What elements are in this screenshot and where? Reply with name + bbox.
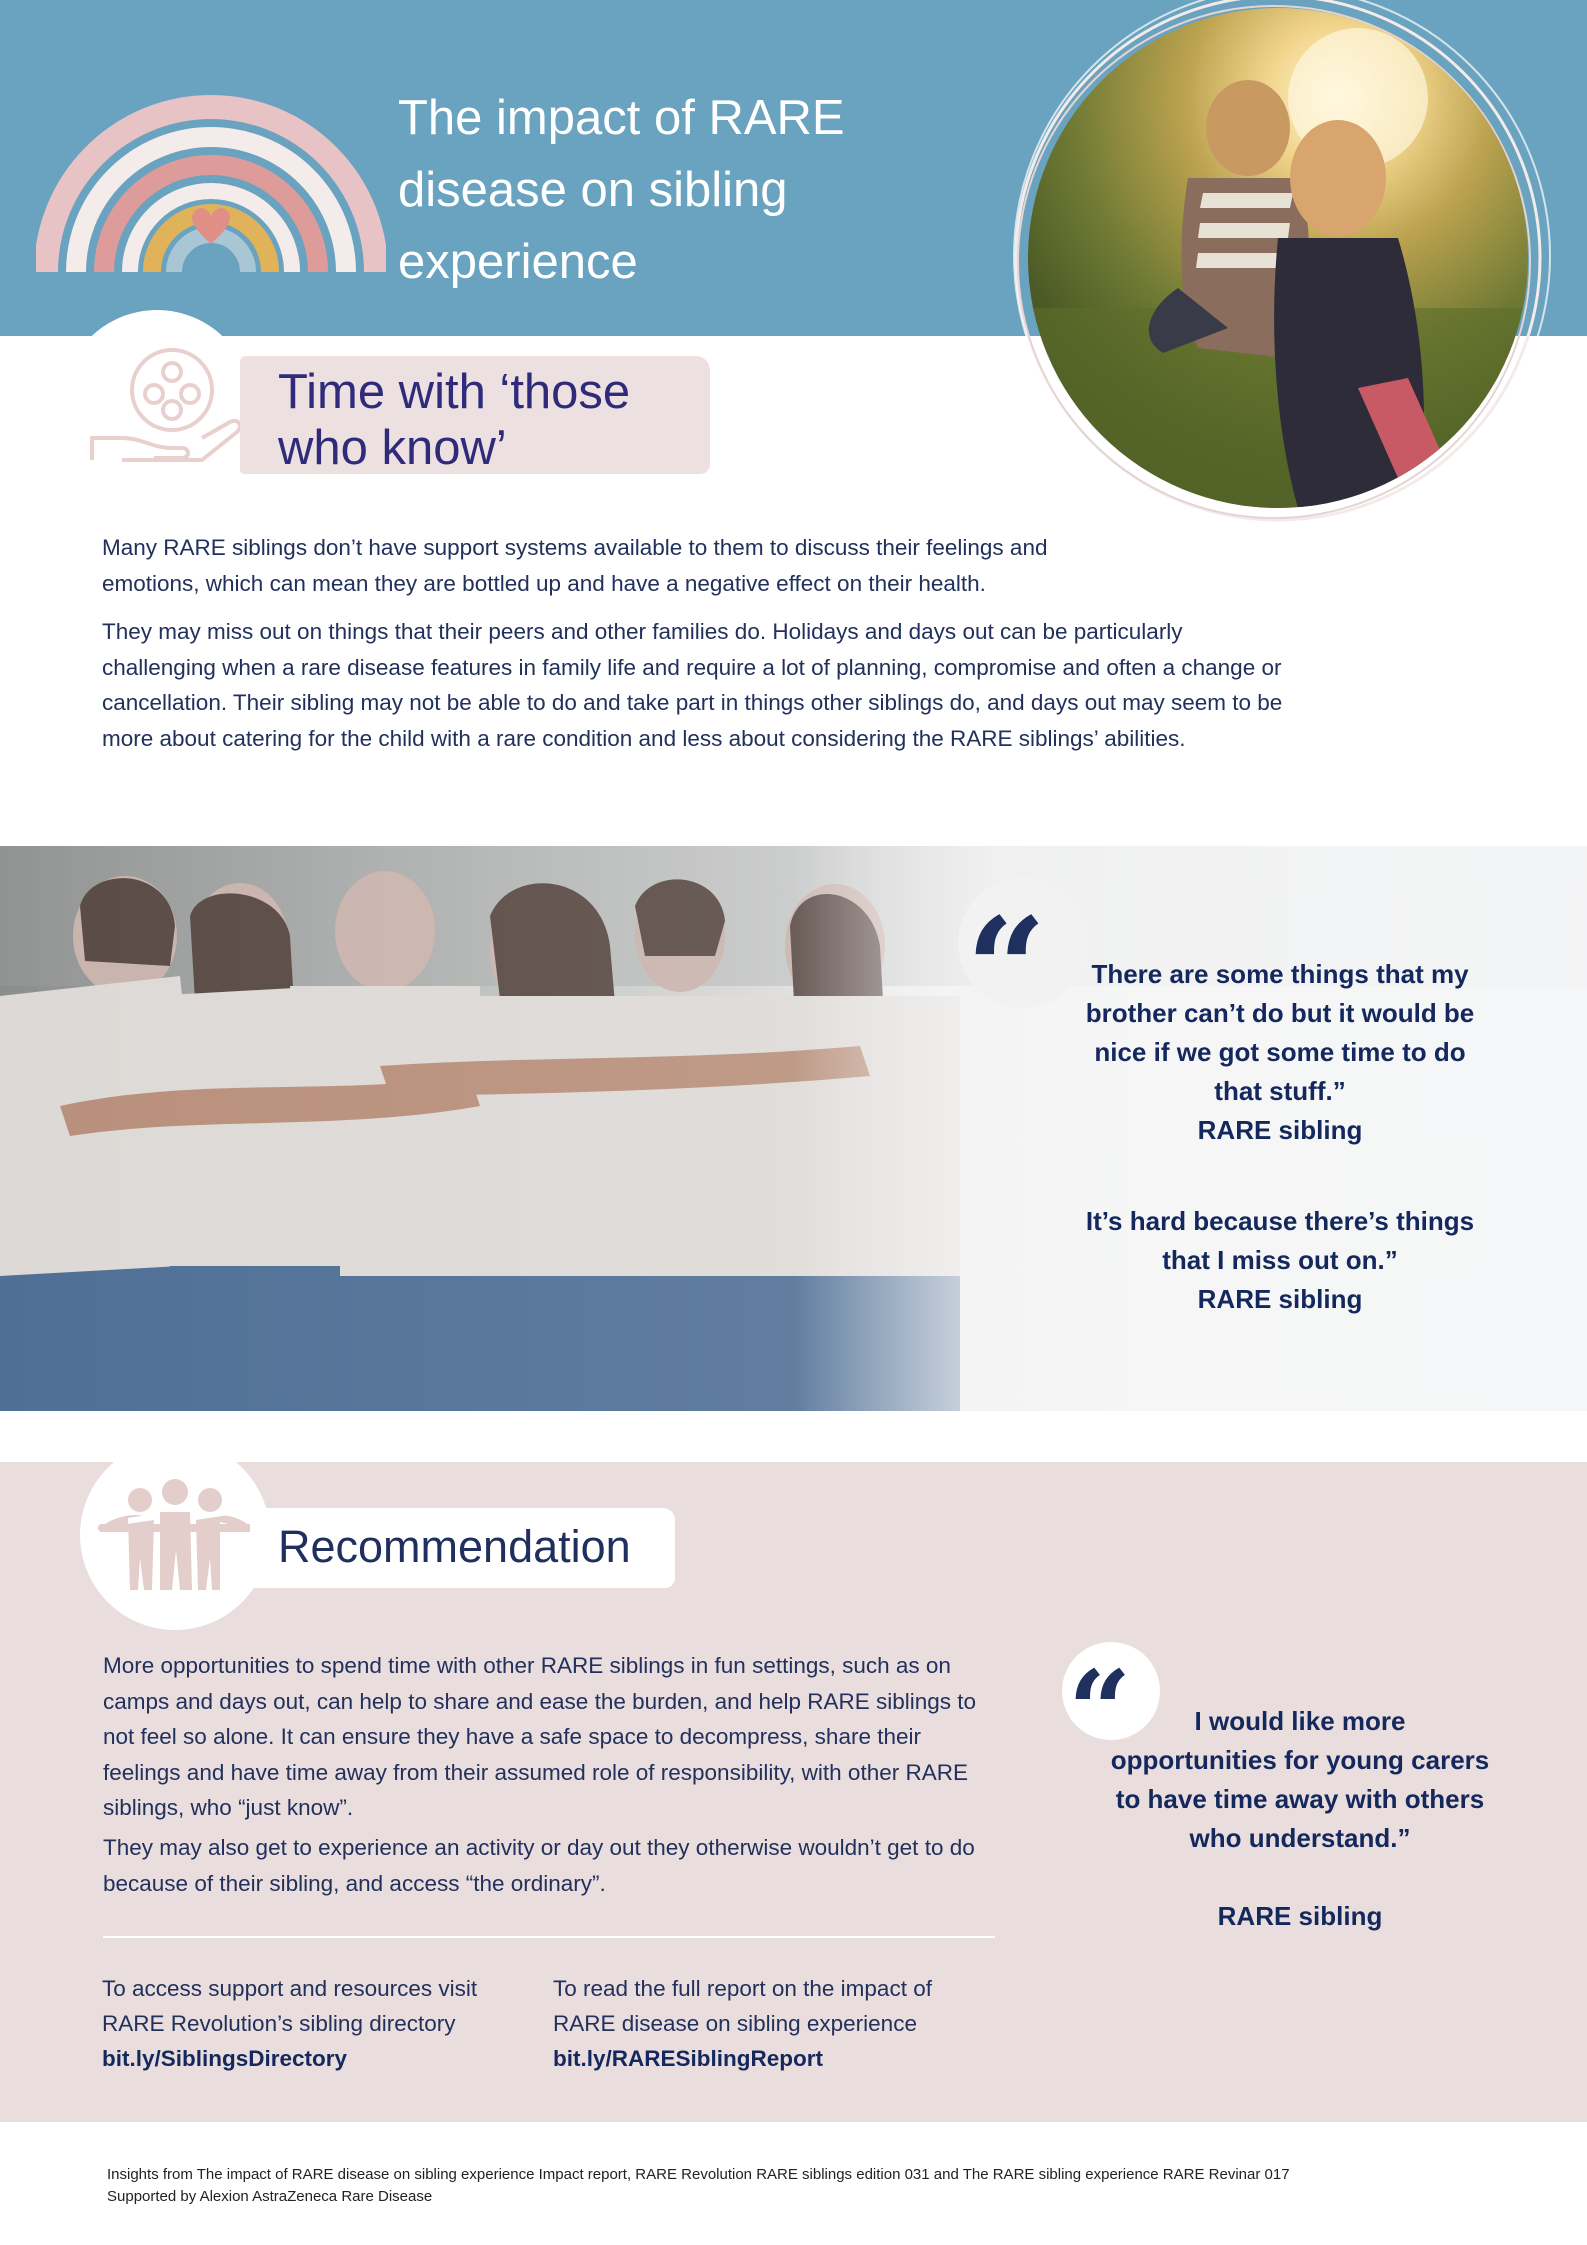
quote-attribution: RARE sibling xyxy=(1197,1115,1363,1145)
siblings-piggyback-photo xyxy=(1028,8,1528,508)
page-title: The impact of RARE disease on sibling experience xyxy=(398,91,845,289)
quote-text: There are some things that my brother can’t do but it would be nice if we got some time to do that stuff.” xyxy=(1085,959,1475,1106)
section-heading: Time with ‘those who know’ xyxy=(278,365,631,475)
quote-mark-icon: “ xyxy=(966,888,1047,1052)
hand-people-icon-circle xyxy=(62,310,252,500)
group-of-people-icon xyxy=(80,1440,270,1630)
group-icon-circle xyxy=(80,1440,270,1630)
recommendation-heading: Recommendation xyxy=(278,1521,631,1572)
section1-paragraph: They may miss out on things that their peers and other families do. Holidays and days out can be particularly challenging when a rare disease features in family life and require a lot of planning, compromise and often a change or cancellation. Their sibling may not be able to do and take part in things other siblings do, and days out may seem to be more about catering for the child with a rare condition and less about considering the RARE siblings’ abilities. xyxy=(102,619,1283,751)
sibling-report-link[interactable]: bit.ly/RARESiblingReport xyxy=(553,2046,823,2071)
quote-attribution: RARE sibling xyxy=(1217,1901,1383,1931)
quote-mark-icon: “ xyxy=(1068,1646,1132,1775)
divider xyxy=(103,1936,995,1938)
section1-paragraph: Many RARE siblings don’t have support systems available to them to discuss their feelings and emotions, which can mean they are bottled up and have a negative effect on their health. xyxy=(102,535,1048,596)
link-description: To access support and resources visit RARE Revolution’s sibling directory xyxy=(102,1976,478,2036)
link-description: To read the full report on the impact of RARE disease on sibling experience xyxy=(553,1976,932,2036)
hand-holding-people-icon xyxy=(62,310,252,500)
rainbow-logo xyxy=(36,62,386,282)
recommendation-paragraph: They may also get to experience an activity or day out they otherwise wouldn’t get to do because of their sibling, and access “the ordinary”. xyxy=(103,1835,975,1896)
quote-text: It’s hard because there’s things that I miss out on.” xyxy=(1085,1206,1475,1275)
quote-text: I would like more opportunities for young carers to have time away with others who understand.” xyxy=(1110,1706,1490,1853)
footnote: Insights from The impact of RARE disease on sibling experience Impact report, RARE Revolution RARE siblings edition 031 and The RARE sibling experience RARE Revinar 017 Supported by Alexion AstraZeneca Rare Disease xyxy=(107,2166,1290,2205)
quote-attribution: RARE sibling xyxy=(1197,1284,1363,1314)
siblings-directory-link[interactable]: bit.ly/SiblingsDirectory xyxy=(102,2046,348,2071)
recommendation-paragraph: More opportunities to spend time with other RARE siblings in fun settings, such as on camps and days out, can help to share and ease the burden, and help RARE siblings to not feel so alone. It can ensure they have a safe space to decompress, share their feelings and have time away from their assumed role of responsibility, with other RARE siblings, who “just know”. xyxy=(103,1653,977,1820)
